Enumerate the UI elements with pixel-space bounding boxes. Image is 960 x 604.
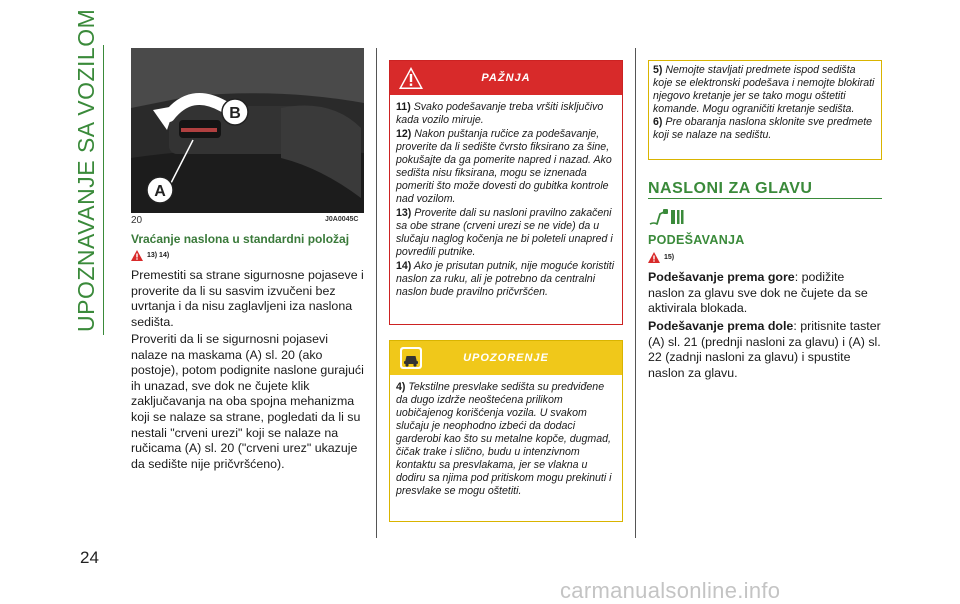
warning-triangle-icon (398, 65, 424, 91)
caution-car-icon (398, 345, 424, 371)
warning-title: PAŽNJA (481, 72, 531, 84)
warning-body (390, 95, 622, 299)
section-rule (648, 198, 882, 199)
page-number: 24 (80, 548, 99, 567)
warning-item: 11) Svako podešavanje treba vršiti isključivo kada vozilo miruje. (396, 101, 604, 126)
warning-refs-3 (648, 252, 674, 263)
ref-numbers: 13) 14) (147, 252, 170, 259)
figure-label-a: A (154, 183, 166, 200)
sub-title-adjust: PODEŠAVANJA (648, 233, 745, 247)
section-heading-restore: Vraćanje naslona u standardni položaj (131, 232, 350, 246)
paragraph-lock: Proveriti da li se sigurnosni pojasevi nalaze na maskama (A) sl. 20 (ako postoje), potom podignite naslone gurajući ih unazad, sve dok ne čujete klik zaključavanja na oba spojna mehanizma koji se nalaze sa strane, pogledati da li su nestali "crveni urezi" koji se nalaze na ručicama (A) sl. 20 ("crveni urez" ukazuje da sedište nije pričvršćeno). (131, 332, 364, 471)
section-title-headrests: NASLONI ZA GLAVU (648, 180, 813, 197)
figure-number: 20 (131, 215, 143, 226)
seat-back-photo (131, 48, 364, 213)
figure-label-b: B (229, 105, 241, 122)
caution-body (390, 375, 622, 498)
note-box (648, 60, 882, 160)
note-item: 6) Pre obaranja naslona sklonite sve predmete koji se nalaze na sedištu. (653, 116, 873, 141)
caution-item: 4) Tekstilne presvlake sedišta su predviđene da dugo izdrže neoštećena prilikom uobičajenog korišćenja vozila. U svakom slučaju je neophodno izbeći da dodaci garderobi kao što su metalne kopče, dugmad, čičak trake i slično, budu u intenzivnom kontaktu sa presvlakama, jer se vlakna u dodiru sa njima pod pritiskom mogu prekinuti i presvlake se mogu oštetiti. (396, 381, 612, 497)
chapter-side-title: UPOZNAVANJE SA VOZILOM (73, 8, 99, 332)
paragraph-belts: Premestiti sa strane sigurnosne pojaseve i proverite da li su sasvim izvučeni bez uvrtanja i da nisu zaglavljeni iza naslona sedišta. (131, 268, 364, 329)
warning-triangle-icon (648, 252, 660, 263)
watermark: carmanualsonline.info (560, 578, 781, 603)
note-item: 5) Nemojte stavljati predmete ispod sedišta koje se elektronski podešava i nemojte blokirati njegovo kretanje jer se tako mogu oštetiti komande. Mogu ograničiti kretanje sedišta. (653, 64, 875, 115)
caution-box (389, 340, 623, 522)
warning-header (390, 61, 622, 95)
column-divider-1 (376, 48, 377, 538)
warning-box (389, 60, 623, 325)
caution-header (390, 341, 622, 375)
warning-item: 12) Nakon puštanja ručice za podešavanje, proverite da li sedište čvrsto fiksirano za šine, pokušajte da ga pomerite napred i nazad. Ako sedišta nisu fiksirana, mogu se iznenada pomeriti što može dovesti do gubitka kontrole nad vozilom. (396, 128, 612, 205)
warning-triangle-icon (131, 250, 143, 261)
seat-back-illustration (131, 48, 364, 213)
paragraph-adjust-down: Podešavanje prema dole: pritisnite taster (A) sl. 21 (prednji nasloni za glavu) i (A) sl. 22 (zadnji nasloni za glavu) i spustite naslon za glavu. (648, 319, 881, 380)
headrest-seat-icon (648, 208, 686, 226)
warning-refs-1 (131, 250, 169, 261)
paragraph-adjust-up: Podešavanje prema gore: podižite naslon za glavu sve dok ne čujete da se aktivirala blokada. (648, 270, 868, 316)
column-divider-2 (635, 48, 636, 538)
side-divider (103, 45, 104, 335)
ref-numbers: 15) (664, 254, 675, 261)
caution-title: UPOZORENJE (463, 352, 549, 364)
figure-code: J0A0045C (325, 216, 359, 223)
warning-item: 13) Proverite dali su nasloni pravilno zakačeni sa obe strane (crveni urezi se ne vide) da u slučaju naglog kočenja ne bi poleteli unapred i povredili putnike. (396, 207, 613, 258)
warning-item: 14) Ako je prisutan putnik, nije moguće koristiti naslon za ruku, ali je potrebno da centralni naslon bude pravilno pričvršćen. (396, 260, 615, 298)
